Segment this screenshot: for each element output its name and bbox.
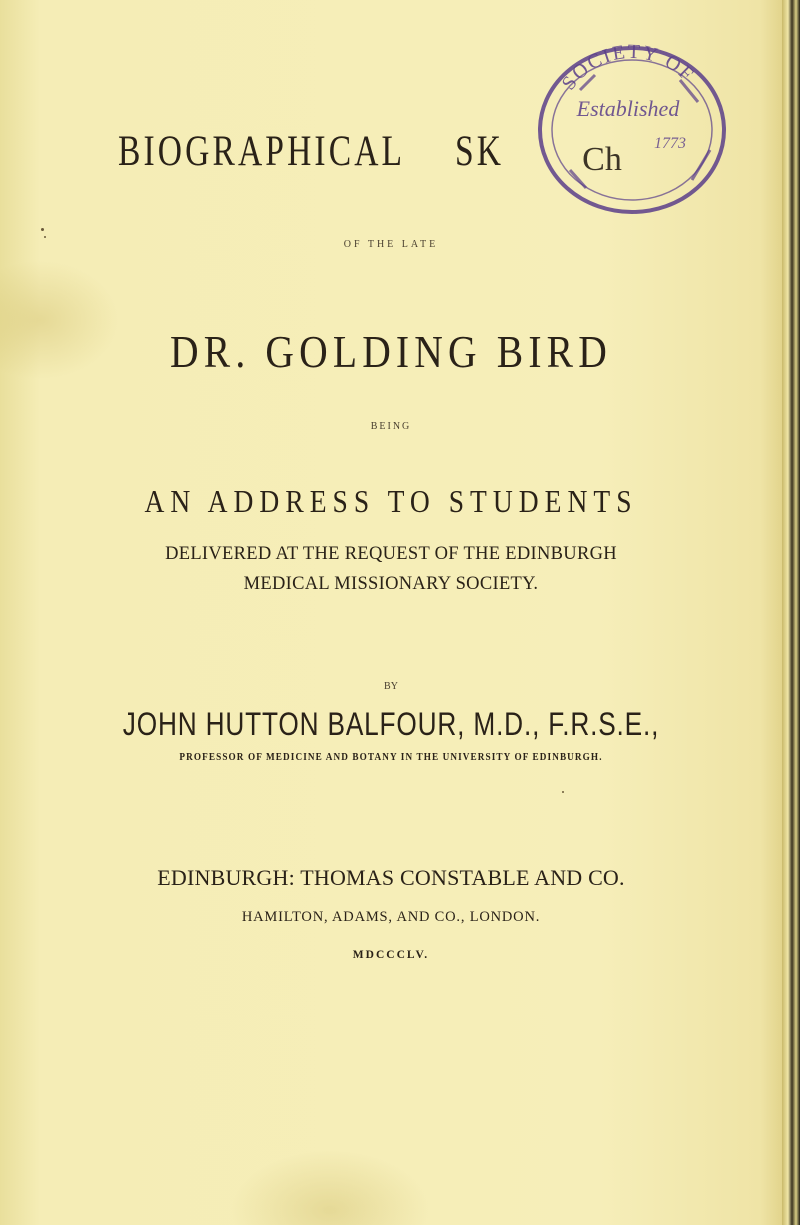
co-publisher-line: HAMILTON, ADAMS, AND CO., LONDON. [241,909,541,925]
title-word-biographical: BIOGRAPHICAL [118,128,406,175]
subject-name: DR. GOLDING BIRD [170,326,612,377]
stamp-middle-text: Established [576,96,680,121]
publisher-line: EDINBURGH: THOMAS CONSTABLE AND CO. [157,865,625,890]
author-name: JOHN HUTTON BALFOUR, M.D., F.R.S.E., [122,706,660,742]
delivered-line-2: MEDICAL MISSIONARY SOCIETY. [243,574,539,594]
stamp-top-text: SOCIETY OF [557,40,699,95]
author-position: PROFESSOR OF MEDICINE AND BOTANY IN THE UNIVERSITY OF EDINBURGH. [179,752,603,763]
stamp-lower-text: Ch [582,141,622,178]
svg-text:SOCIETY OF [557,41,698,95]
delivered-line-1: DELIVERED AT THE REQUEST OF THE EDINBURGH [165,544,617,564]
paper-speck [562,791,564,793]
stamp-year-text: 1773 [654,135,686,152]
publication-year: MDCCCLV. [352,949,430,961]
library-stamp [520,30,745,220]
paper-stain [230,1150,430,1225]
by-label: BY [384,681,398,692]
address-title: AN ADDRESS TO STUDENTS [144,483,638,519]
title-word-sketch-partial: SK [455,128,505,175]
book-edge [782,0,800,1225]
paper-speck [41,228,44,231]
paper-speck [44,236,46,238]
being-label: BEING [370,421,412,432]
of-the-late-label: OF THE LATE [343,239,439,250]
